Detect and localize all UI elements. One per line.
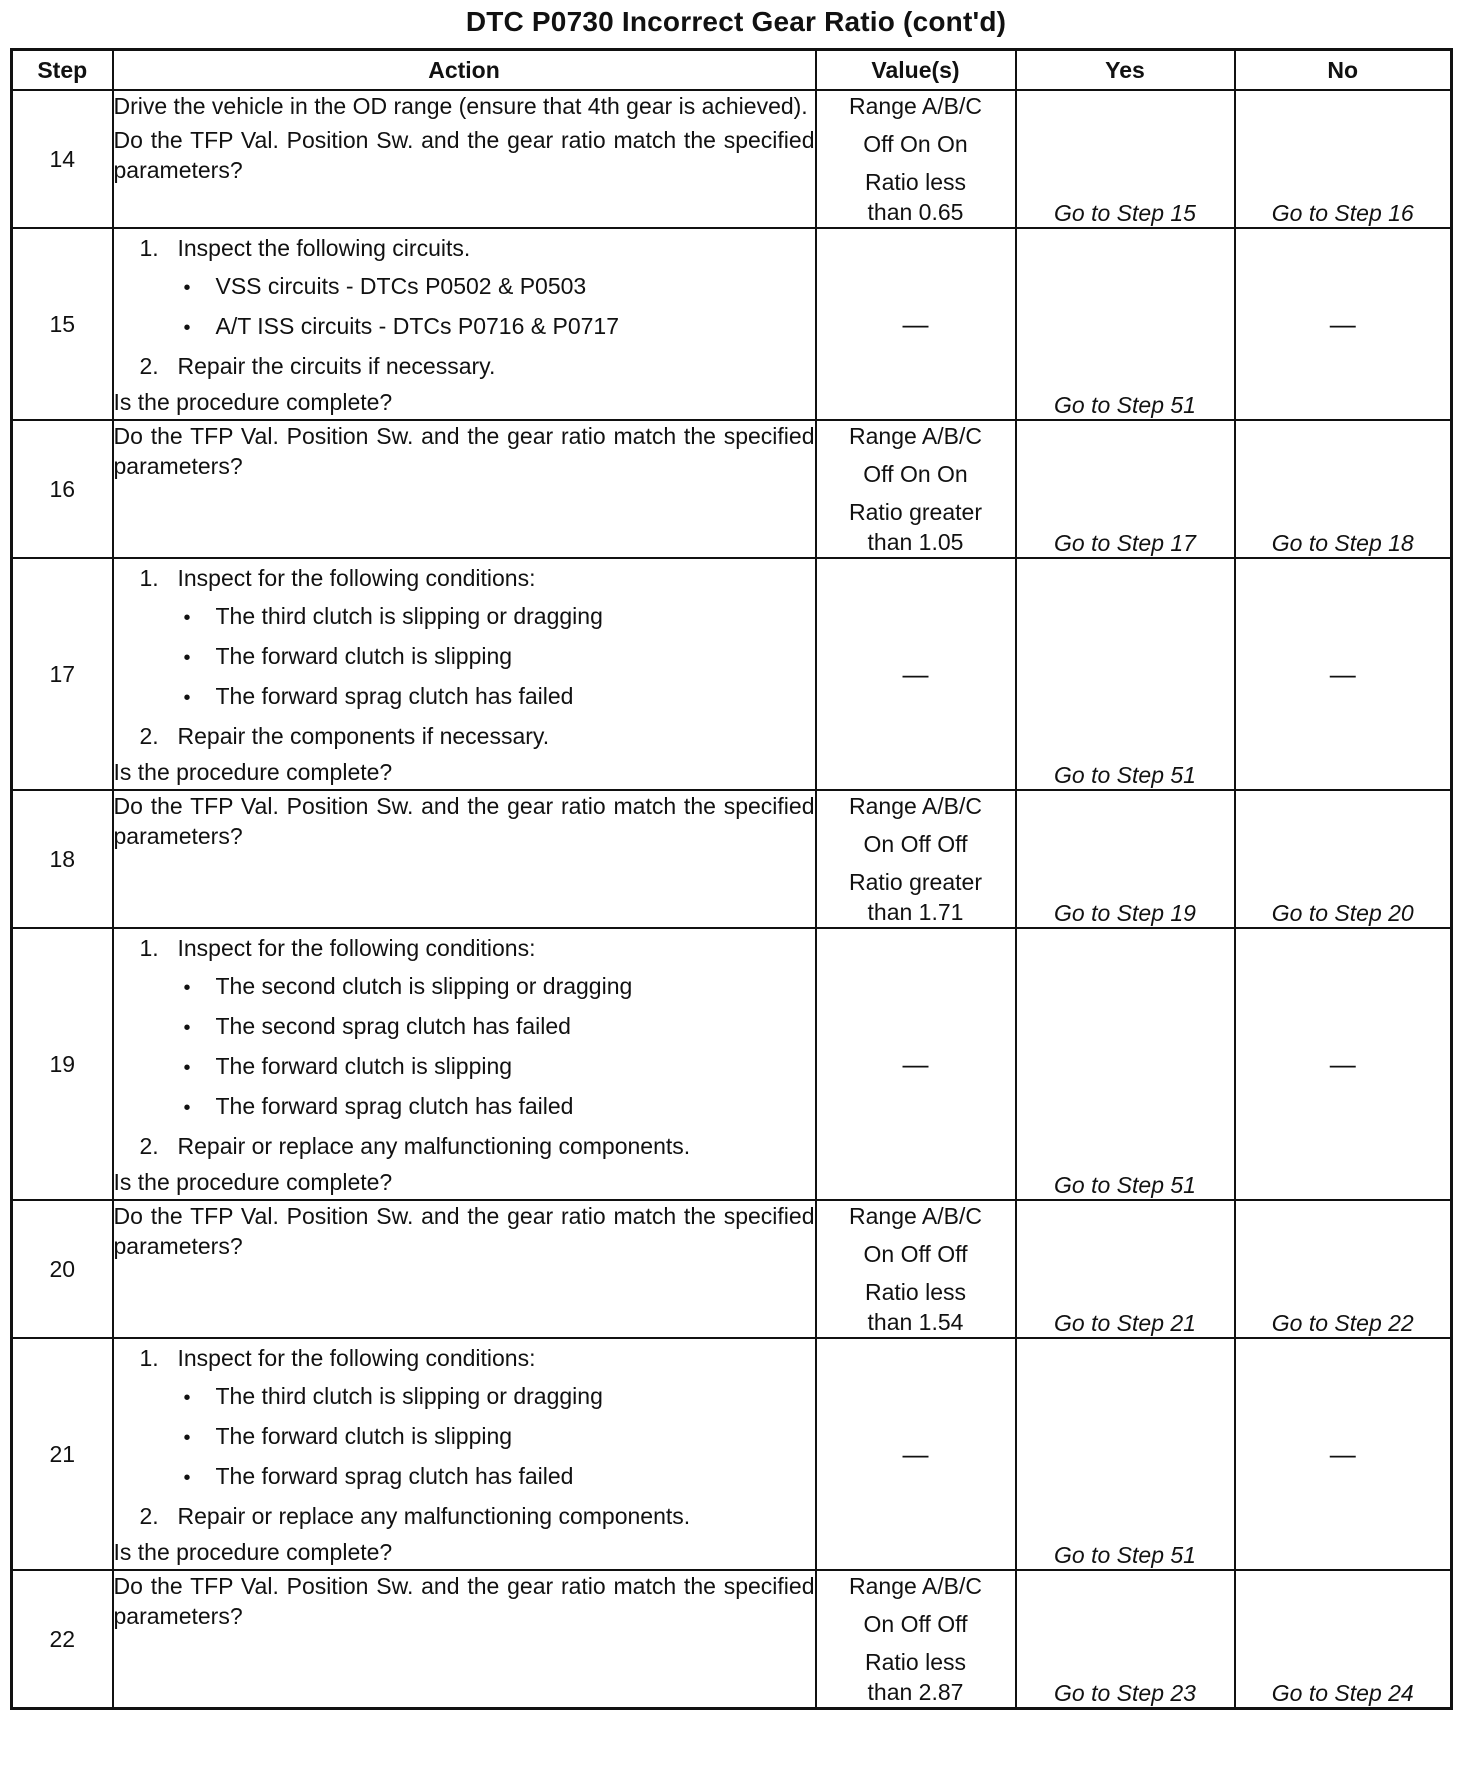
step-number: 17 bbox=[12, 558, 113, 790]
action-question: Is the procedure complete? bbox=[113, 1539, 393, 1565]
yes-cell: Go to Step 51 bbox=[1016, 928, 1235, 1200]
numbered-item: 2. Repair the components if necessary. bbox=[139, 723, 550, 749]
numbered-item: 2. Repair or replace any malfunctioning components. bbox=[139, 1133, 691, 1159]
bullet-icon: • bbox=[183, 277, 191, 299]
numbered-item: 1. Inspect the following circuits. bbox=[139, 235, 471, 261]
no-cell: — bbox=[1235, 228, 1452, 420]
values-cell bbox=[816, 1200, 1016, 1338]
bullet-item: • The forward sprag clutch has failed bbox=[114, 1457, 815, 1497]
step-number: 14 bbox=[12, 90, 113, 228]
value-line: Ratio less bbox=[865, 169, 966, 195]
step-number: 20 bbox=[12, 1200, 113, 1338]
bullet-icon: • bbox=[183, 1057, 191, 1079]
action-question: Do the TFP Val. Position Sw. and the gear ratio match the specified parameters? bbox=[113, 1573, 815, 1629]
action-question: Do the TFP Val. Position Sw. and the gear ratio match the specified parameters? bbox=[113, 1203, 815, 1259]
column-header-step: Step bbox=[12, 50, 113, 91]
step-number: 18 bbox=[12, 790, 113, 928]
yes-cell: Go to Step 51 bbox=[1016, 558, 1235, 790]
yes-cell: Go to Step 15 bbox=[1016, 90, 1235, 228]
column-header-action: Action bbox=[113, 50, 816, 91]
action-question: Is the procedure complete? bbox=[113, 389, 393, 415]
column-header-yes: Yes bbox=[1016, 50, 1235, 91]
bullet-icon: • bbox=[183, 687, 191, 709]
page-title: DTC P0730 Incorrect Gear Ratio (cont'd) bbox=[465, 6, 1007, 37]
value-line: Range A/B/C bbox=[849, 1203, 982, 1229]
table-row bbox=[12, 558, 1452, 790]
column-header-no: No bbox=[1235, 50, 1452, 91]
step-number: 16 bbox=[12, 420, 113, 558]
value-line: Range A/B/C bbox=[849, 423, 982, 449]
numbered-item: 1. Inspect for the following conditions: bbox=[139, 1345, 536, 1371]
action-cell bbox=[113, 420, 816, 558]
bullet-icon: • bbox=[183, 607, 191, 629]
action-cell bbox=[113, 1338, 816, 1570]
step-number: 19 bbox=[12, 928, 113, 1200]
yes-cell: Go to Step 17 bbox=[1016, 420, 1235, 558]
values-cell: — bbox=[816, 928, 1016, 1200]
bullet-item: • The forward clutch is slipping bbox=[114, 637, 815, 677]
no-cell: — bbox=[1235, 1338, 1452, 1570]
yes-cell: Go to Step 19 bbox=[1016, 790, 1235, 928]
values-cell bbox=[816, 420, 1016, 558]
action-cell bbox=[113, 1200, 816, 1338]
bullet-item: • The second clutch is slipping or dragging bbox=[114, 967, 815, 1007]
values-cell: — bbox=[816, 1338, 1016, 1570]
no-cell: — bbox=[1235, 558, 1452, 790]
step-number: 22 bbox=[12, 1570, 113, 1709]
bullet-item: • The forward clutch is slipping bbox=[114, 1047, 815, 1087]
action-cell bbox=[113, 228, 816, 420]
step-number: 15 bbox=[12, 228, 113, 420]
yes-cell: Go to Step 51 bbox=[1016, 228, 1235, 420]
action-question: Do the TFP Val. Position Sw. and the gear ratio match the specified parameters? bbox=[113, 127, 815, 183]
value-line: than 1.05 bbox=[867, 529, 964, 555]
diagnostic-table bbox=[10, 48, 1453, 1710]
table-header-row bbox=[12, 50, 1452, 91]
bullet-icon: • bbox=[183, 1427, 191, 1449]
value-line: On Off Off bbox=[863, 831, 968, 857]
bullet-item: • The forward clutch is slipping bbox=[114, 1417, 815, 1457]
values-cell: — bbox=[816, 558, 1016, 790]
no-cell: Go to Step 20 bbox=[1235, 790, 1452, 928]
bullet-icon: • bbox=[183, 1097, 191, 1119]
bullet-item: • The forward sprag clutch has failed bbox=[114, 677, 815, 717]
table-row bbox=[12, 1200, 1452, 1338]
bullet-item: • The third clutch is slipping or dragging bbox=[114, 1377, 815, 1417]
table-row bbox=[12, 420, 1452, 558]
value-line: On Off Off bbox=[863, 1241, 968, 1267]
yes-cell: Go to Step 21 bbox=[1016, 1200, 1235, 1338]
action-cell bbox=[113, 90, 816, 228]
value-line: than 1.71 bbox=[867, 899, 964, 925]
action-question: Do the TFP Val. Position Sw. and the gear ratio match the specified parameters? bbox=[113, 423, 815, 479]
value-line: Ratio greater bbox=[849, 499, 982, 525]
value-line: Off On On bbox=[863, 461, 968, 487]
no-cell: Go to Step 24 bbox=[1235, 1570, 1452, 1709]
numbered-item: 1. Inspect for the following conditions: bbox=[139, 935, 536, 961]
value-line: On Off Off bbox=[863, 1611, 968, 1637]
numbered-item: 2. Repair the circuits if necessary. bbox=[139, 353, 496, 379]
value-line: Off On On bbox=[863, 131, 968, 157]
action-cell bbox=[113, 558, 816, 790]
value-line: Range A/B/C bbox=[849, 793, 982, 819]
table-row bbox=[12, 90, 1452, 228]
action-cell bbox=[113, 1570, 816, 1709]
bullet-item: • The second sprag clutch has failed bbox=[114, 1007, 815, 1047]
yes-cell: Go to Step 51 bbox=[1016, 1338, 1235, 1570]
action-text: Drive the vehicle in the OD range (ensure that 4th gear is achieved). bbox=[113, 93, 808, 119]
action-question: Is the procedure complete? bbox=[113, 1169, 393, 1195]
no-cell: — bbox=[1235, 928, 1452, 1200]
action-cell bbox=[113, 928, 816, 1200]
action-cell bbox=[113, 790, 816, 928]
table-row bbox=[12, 1570, 1452, 1709]
no-cell: Go to Step 16 bbox=[1235, 90, 1452, 228]
bullet-icon: • bbox=[183, 647, 191, 669]
value-line: than 1.54 bbox=[867, 1309, 964, 1335]
bullet-icon: • bbox=[183, 1017, 191, 1039]
yes-cell: Go to Step 23 bbox=[1016, 1570, 1235, 1709]
table-row bbox=[12, 228, 1452, 420]
value-line: Ratio less bbox=[865, 1649, 966, 1675]
column-header-values: Value(s) bbox=[816, 50, 1016, 91]
no-cell: Go to Step 18 bbox=[1235, 420, 1452, 558]
step-number: 21 bbox=[12, 1338, 113, 1570]
values-cell bbox=[816, 90, 1016, 228]
value-line: than 0.65 bbox=[867, 199, 964, 225]
value-line: Ratio less bbox=[865, 1279, 966, 1305]
bullet-item: • VSS circuits - DTCs P0502 & P0503 bbox=[114, 267, 815, 307]
bullet-icon: • bbox=[183, 317, 191, 339]
bullet-icon: • bbox=[183, 1387, 191, 1409]
value-line: Ratio greater bbox=[849, 869, 982, 895]
value-line: Range A/B/C bbox=[849, 1573, 982, 1599]
numbered-item: 1. Inspect for the following conditions: bbox=[139, 565, 536, 591]
values-cell: — bbox=[816, 228, 1016, 420]
bullet-item: • The forward sprag clutch has failed bbox=[114, 1087, 815, 1127]
value-line: than 2.87 bbox=[867, 1679, 964, 1705]
values-cell bbox=[816, 1570, 1016, 1709]
table-row bbox=[12, 790, 1452, 928]
value-line: Range A/B/C bbox=[849, 93, 982, 119]
values-cell bbox=[816, 790, 1016, 928]
numbered-item: 2. Repair or replace any malfunctioning components. bbox=[139, 1503, 691, 1529]
bullet-icon: • bbox=[183, 1467, 191, 1489]
table-row bbox=[12, 1338, 1452, 1570]
no-cell: Go to Step 22 bbox=[1235, 1200, 1452, 1338]
table-row bbox=[12, 928, 1452, 1200]
bullet-icon: • bbox=[183, 977, 191, 999]
action-question: Do the TFP Val. Position Sw. and the gear ratio match the specified parameters? bbox=[113, 793, 815, 849]
action-question: Is the procedure complete? bbox=[113, 759, 393, 785]
bullet-item: • The third clutch is slipping or dragging bbox=[114, 597, 815, 637]
bullet-item: • A/T ISS circuits - DTCs P0716 & P0717 bbox=[114, 307, 815, 347]
